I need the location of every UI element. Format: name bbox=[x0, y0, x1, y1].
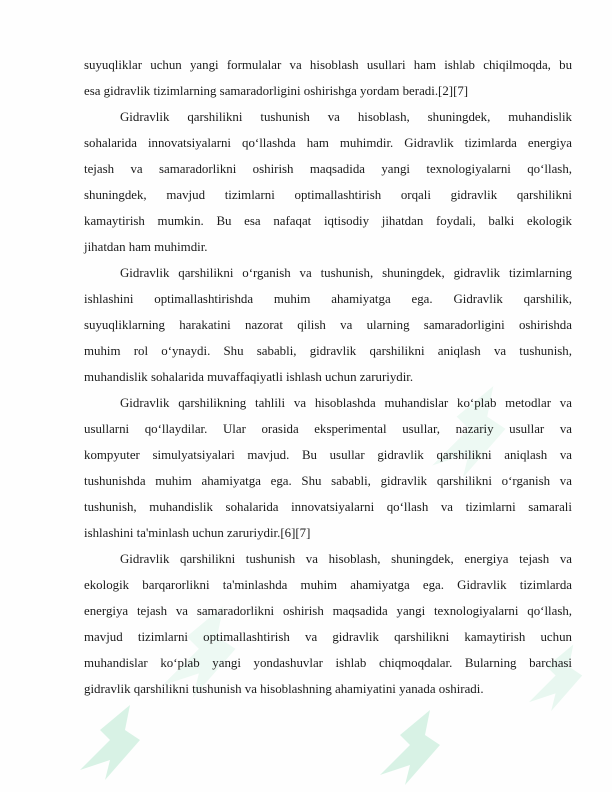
text-line: ishlashini ta'minlash uchun zaruriydir.[6][7] bbox=[84, 526, 311, 540]
text-line: jihatdan ham muhimdir. bbox=[84, 240, 208, 254]
text-line: kamaytirish mumkin. Bu esa nafaqat iqtisodiy jihatdan foydali, balki ekologik bbox=[84, 214, 572, 228]
text-line: kompyuter simulyatsiyalari mavjud. Bu usullar gidravlik qarshilikni aniqlash va bbox=[84, 448, 572, 462]
text-line: energiya tejash va samaradorlikni oshirish maqsadida yangi texnologiyalarni qo‘llash, bbox=[84, 604, 573, 618]
watermark-logo-icon bbox=[370, 705, 460, 792]
paragraph bbox=[84, 546, 572, 702]
text-line: muhandislik sohalarida muvaffaqiyatli ishlash uchun zaruriydir. bbox=[84, 370, 414, 384]
text-line: esa gidravlik tizimlarning samaradorligini oshirishga yordam beradi.[2][7] bbox=[84, 84, 469, 98]
text-line: tushunishda muhim ahamiyatga ega. Shu sababli, gidravlik qarshilikni o‘rganish va bbox=[84, 474, 572, 488]
text-line: shuningdek, mavjud tizimlarni optimallashtirish orqali gidravlik qarshilikni bbox=[84, 188, 572, 202]
paragraph bbox=[84, 104, 572, 260]
text-line: Gidravlik qarshilikni tushunish va hisoblash, shuningdek, energiya tejash va bbox=[120, 552, 572, 566]
paragraph bbox=[84, 390, 572, 546]
text-line: usullarni qo‘llaydilar. Ular orasida eksperimental usullar, nazariy usullar va bbox=[84, 422, 572, 436]
text-line: suyuqliklar uchun yangi formulalar va hisoblash usullari ham ishlab chiqilmoqda, bu bbox=[84, 58, 573, 72]
text-line: suyuqliklarning harakatini nazorat qilish va ularning samaradorligini oshirishda bbox=[84, 318, 572, 332]
text-line: ekologik barqarorlikni ta'minlashda muhim ahamiyatga ega. Gidravlik tizimlarda bbox=[84, 578, 572, 592]
text-line: muhim rol o‘ynaydi. Shu sababli, gidravlik qarshilikni aniqlash va tushunish, bbox=[84, 344, 572, 358]
paragraph bbox=[84, 52, 572, 104]
text-line: gidravlik qarshilikni tushunish va hisoblashning ahamiyatini yanada oshiradi. bbox=[84, 682, 484, 696]
text-line: Gidravlik qarshilikni tushunish va hisoblash, shuningdek, muhandislik bbox=[120, 110, 572, 124]
text-line: mavjud tizimlarni optimallashtirish va gidravlik qarshilikni kamaytirish uchun bbox=[84, 630, 572, 644]
text-line: muhandislar ko‘plab yangi yondashuvlar ishlab chiqmoqdalar. Bularning barchasi bbox=[84, 656, 573, 670]
text-line: Gidravlik qarshilikni o‘rganish va tushunish, shuningdek, gidravlik tizimlarning bbox=[120, 266, 572, 280]
body-text bbox=[84, 52, 572, 702]
text-line: Gidravlik qarshilikning tahlili va hisoblashda muhandislar ko‘plab metodlar va bbox=[120, 396, 572, 410]
text-line: ishlashini optimallashtirishda muhim ahamiyatga ega. Gidravlik qarshilik, bbox=[84, 292, 573, 306]
text-line: tushunish, muhandislik sohalarida innovatsiyalarni qo‘llash va tizimlarni samarali bbox=[84, 500, 572, 514]
watermark-logo-icon bbox=[70, 700, 160, 792]
text-line: sohalarida innovatsiyalarni qo‘llashda ham muhimdir. Gidravlik tizimlarda energiya bbox=[84, 136, 573, 150]
text-line: tejash va samaradorlikni oshirish maqsadida yangi texnologiyalarni qo‘llash, bbox=[84, 162, 572, 176]
paragraph bbox=[84, 260, 572, 390]
